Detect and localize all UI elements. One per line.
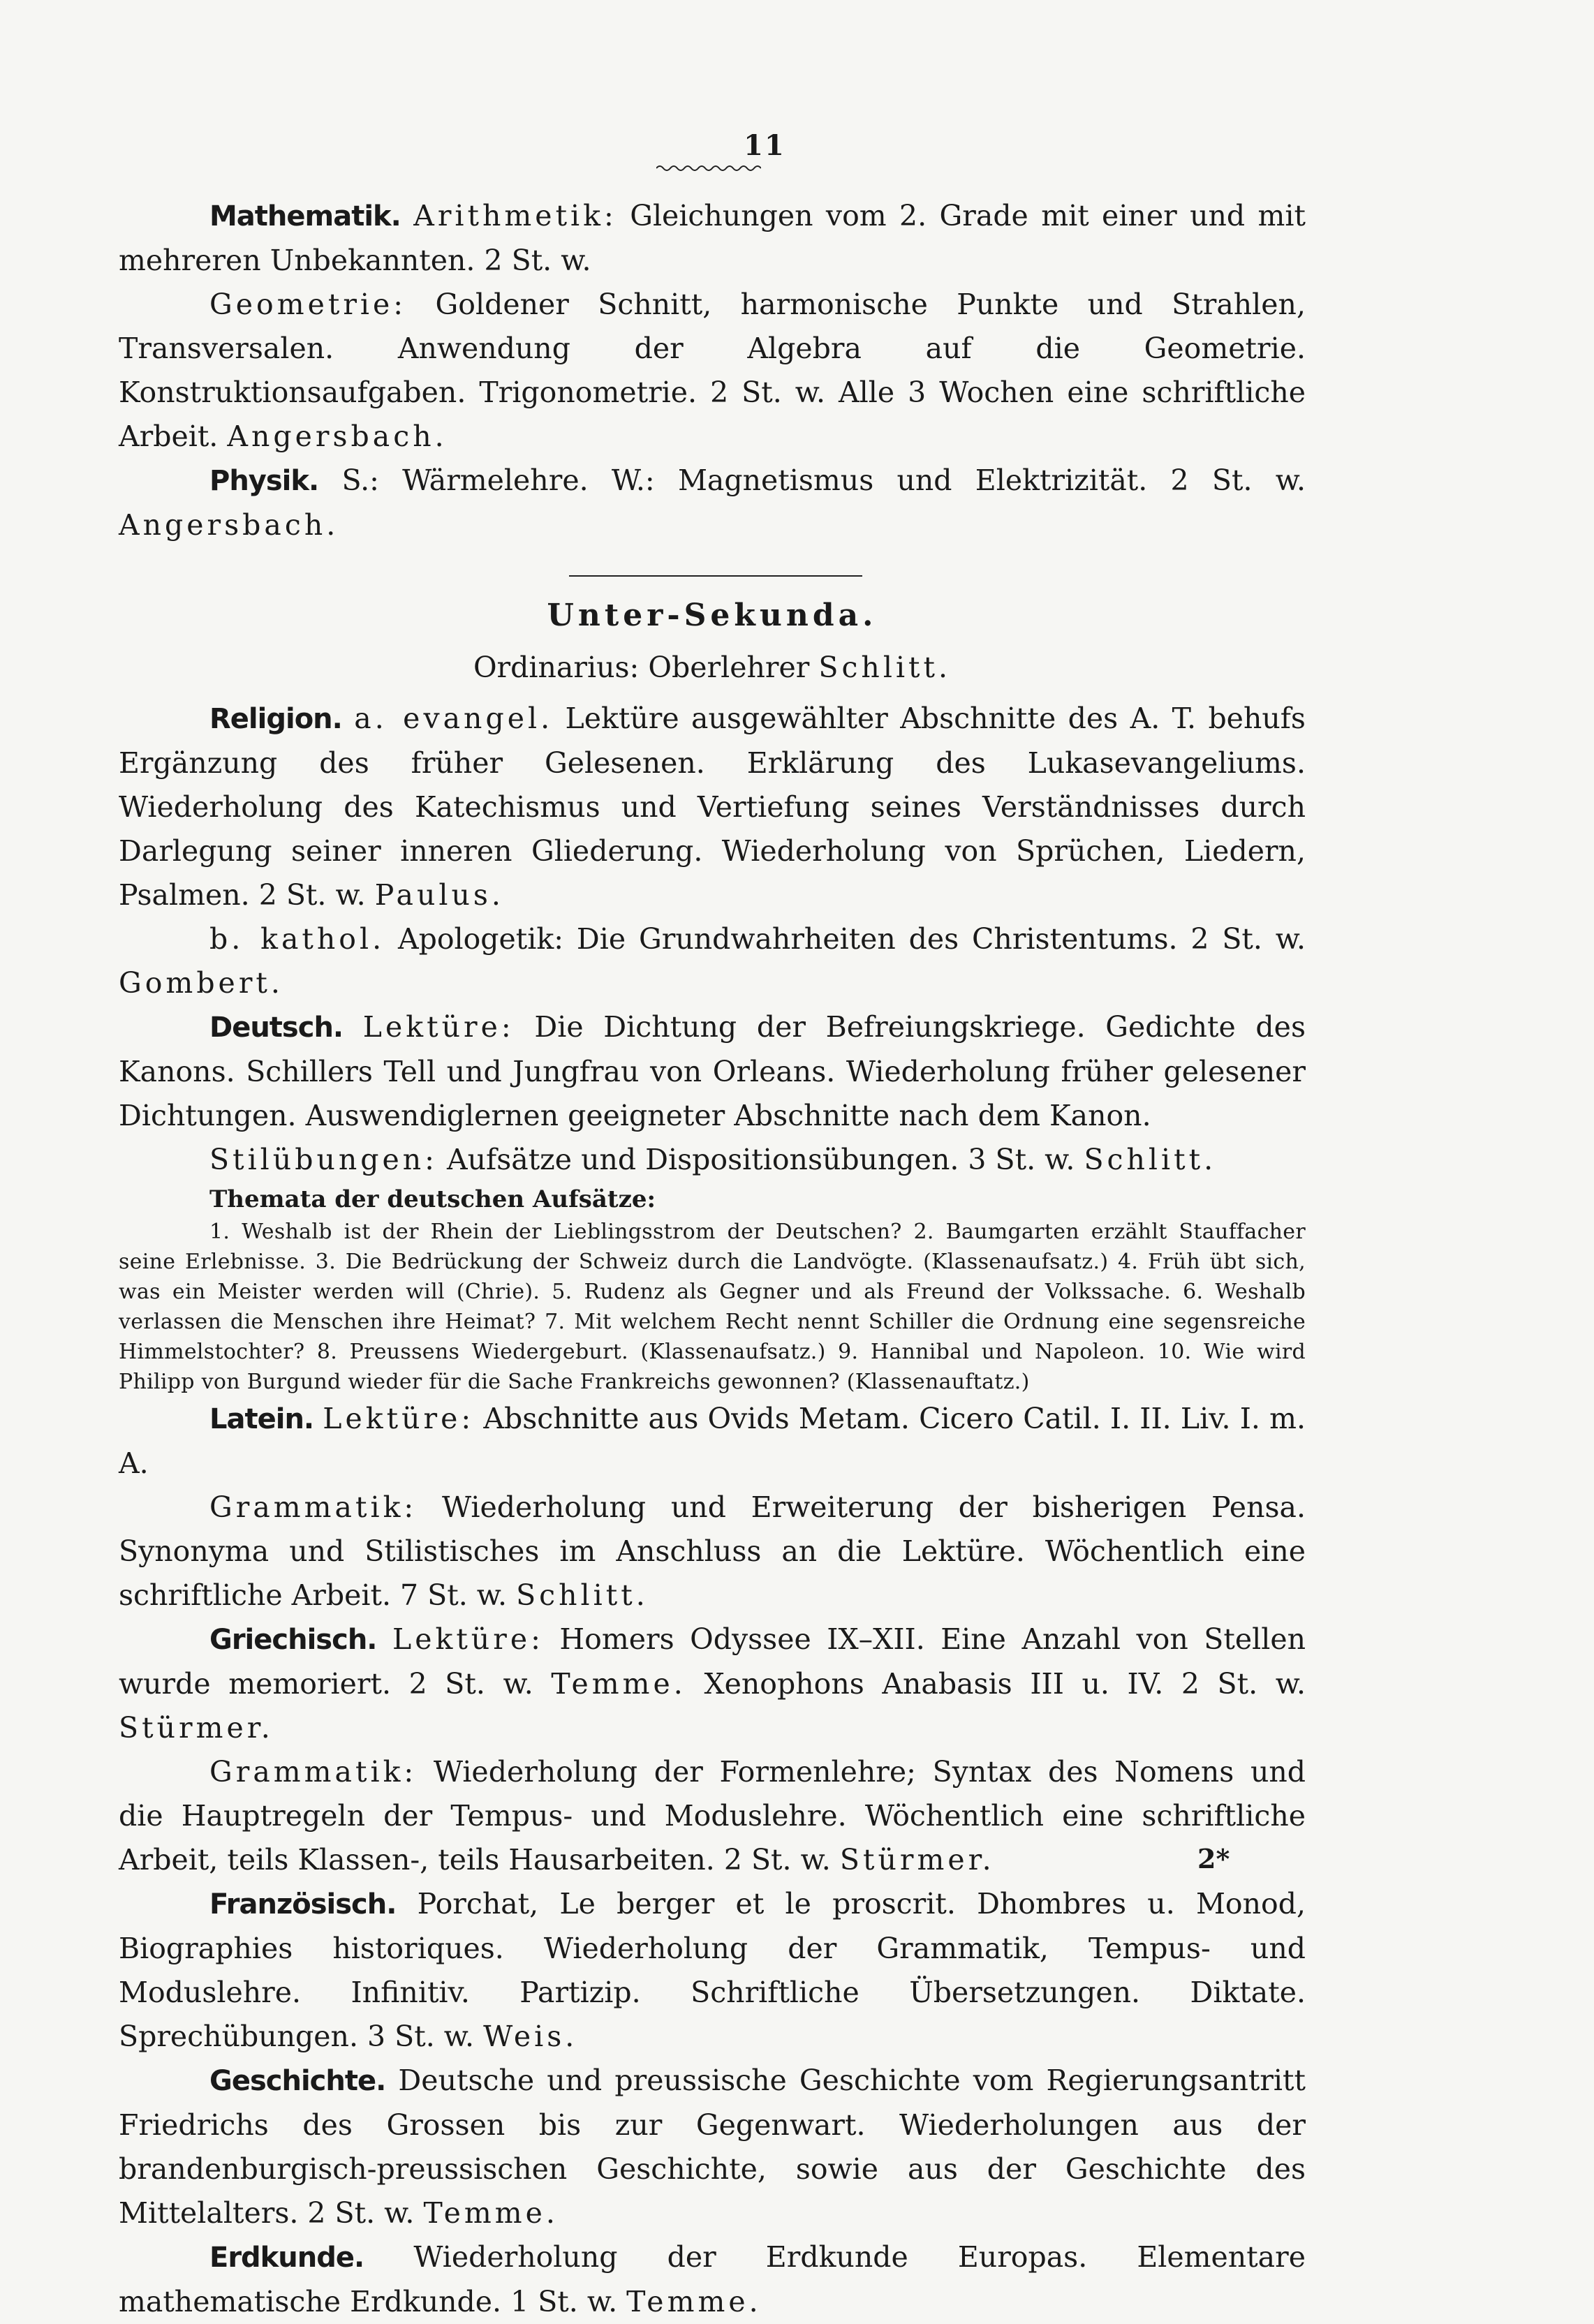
physik-text: S.: Wärmelehre. W.: Magnetismus und Elektrizität. 2 St. w.: [318, 464, 1306, 497]
subject-mathematik: Mathematik.: [209, 200, 401, 232]
teacher-name: Stürmer.: [119, 1711, 274, 1745]
teacher-name: Temme.: [551, 1667, 686, 1701]
teacher-name: Angersbach.: [227, 420, 448, 453]
latein-lekture-text: Abschnitte aus Ovids Metam. Cicero Catil. I. II. Liv. I. m. A.: [119, 1402, 1306, 1480]
teacher-name: Stürmer.: [839, 1843, 995, 1877]
latein-paragraph: [119, 1397, 1306, 1486]
teacher-name: Temme.: [423, 2196, 559, 2230]
section-title: Unter-Sekunda.: [547, 598, 878, 633]
teacher-name: Angersbach.: [119, 508, 339, 542]
subject-physik: Physik.: [209, 465, 319, 497]
teacher-name: Paulus.: [374, 878, 504, 912]
subject-franzoesisch: Französisch.: [209, 1888, 397, 1920]
geschichte-paragraph: [119, 2059, 1306, 2235]
latein-grammatik-text: Wiederholung und Erweiterung der bisherigen Pensa. Synonyma und Stilistisches im Anschluss an die Lektüre. Wöchentlich eine schriftliche Arbeit. 7 St. w.: [119, 1490, 1306, 1612]
griechisch-grammatik-text: Wiederholung der Formenlehre; Syntax des Nomens und die Hauptregeln der Tempus- und Moduslehre. Wöchentlich eine schriftliche Arbeit, teils Klassen-, teils Hausarbeiten. 2 St. w.: [119, 1755, 1306, 1877]
signature-mark: 2*: [1197, 1843, 1230, 1874]
arithmetik-heading: Arithmetik:: [413, 199, 617, 232]
deutsch-stil-paragraph: [119, 1138, 1306, 1182]
griechisch-grammatik-paragraph: [119, 1750, 1306, 1882]
subject-religion: Religion.: [209, 703, 342, 735]
page-number: 11: [744, 129, 785, 162]
arithmetik-text: Gleichungen vom 2. Grade mit einer und mit mehreren Unbekannten. 2 St. w.: [119, 199, 1306, 277]
teacher-name: Schlitt.: [516, 1578, 649, 1612]
geometrie-heading: Geometrie:: [209, 288, 407, 321]
themata-heading: Themata der deutschen Aufsätze:: [209, 1185, 656, 1213]
kathol-text: Apologetik: Die Grundwahrheiten des Christentums. 2 St. w.: [385, 922, 1306, 956]
griechisch-lekture-text-1: Homers Odyssee IX–XII. Eine Anzahl von Stellen wurde memoriert. 2 St. w.: [119, 1622, 1306, 1701]
deutsch-lekture-heading: Lektüre:: [362, 1010, 515, 1044]
decorative-squiggle: [656, 163, 761, 173]
teacher-name: Temme.: [626, 2285, 762, 2318]
deutsch-paragraph: [119, 1005, 1306, 1138]
subject-erdkunde: Erdkunde.: [209, 2242, 364, 2274]
subject-deutsch: Deutsch.: [209, 1012, 344, 1044]
mathematik-paragraph: [119, 194, 1306, 283]
document-page: [119, 129, 1306, 2324]
stiluebungen-text: Aufsätze und Dispositionsübungen. 3 St. w.: [437, 1143, 1084, 1176]
kathol-heading: b. kathol.: [209, 922, 385, 956]
deutsch-lekture-text: Die Dichtung der Befreiungskriege. Gedichte des Kanons. Schillers Tell und Jungfrau von Orleans. Wiederholung früher gelesener Dichtungen. Auswendiglernen geeigneter Abschnitte nach dem Kanon.: [119, 1010, 1306, 1132]
griechisch-paragraph: [119, 1618, 1306, 1750]
teacher-name: Schlitt.: [1084, 1143, 1217, 1176]
erdkunde-paragraph: [119, 2235, 1306, 2324]
religion-kathol-paragraph: [119, 917, 1306, 1005]
latein-grammatik-paragraph: [119, 1486, 1306, 1618]
ordinarius-line: [119, 646, 1306, 690]
physik-paragraph: [119, 459, 1306, 547]
ordinarius-name: Schlitt.: [818, 651, 952, 684]
latein-grammatik-heading: Grammatik:: [209, 1490, 418, 1524]
evangel-heading: a. evangel.: [354, 702, 554, 735]
stiluebungen-heading: Stilübungen:: [209, 1143, 438, 1176]
teacher-name: Weis.: [483, 2020, 578, 2053]
subject-griechisch: Griechisch.: [209, 1624, 377, 1656]
griechisch-grammatik-heading: Grammatik:: [209, 1755, 418, 1789]
subject-latein: Latein.: [209, 1403, 314, 1435]
griechisch-lekture-text-2: Xenophons Anabasis III u. IV. 2 St. w.: [686, 1667, 1306, 1701]
subject-geschichte: Geschichte.: [209, 2065, 386, 2097]
erdkunde-text: Wiederholung der Erdkunde Europas. Elementare mathematische Erdkunde. 1 St. w.: [119, 2240, 1306, 2318]
franzoesisch-paragraph: [119, 1882, 1306, 2059]
themata-list: 1. Weshalb ist der Rhein der Lieblingsstrom der Deutschen? 2. Baumgarten erzählt Stauffacher seine Erlebnisse. 3. Die Bedrückung der Schweiz durch die Landvögte. (Klassenaufsatz.) 4. Früh übt sich, was ein Meister werden will (Chrie). 5. Rudenz als Gegner und als Freund der Volkssache. 6. Weshalb verlassen die Menschen ihre Heimat? 7. Mit welchem Recht nennt Schiller die Ordnung eine segensreiche Himmelstochter? 8. Preussens Wiedergeburt. (Klassenaufsatz.) 9. Hannibal und Napoleon. 10. Wie wird Philipp von Burgund wieder für die Sache Frankreichs gewonnen? (Klassenauftatz.): [119, 1220, 1306, 1394]
geometrie-paragraph: [119, 283, 1306, 459]
section-divider: [569, 575, 862, 577]
griechisch-lekture-heading: Lektüre:: [392, 1622, 544, 1656]
teacher-name: Gombert.: [119, 966, 283, 1000]
latein-lekture-heading: Lektüre:: [323, 1402, 475, 1435]
geometrie-text: Goldener Schnitt, harmonische Punkte und Strahlen, Transversalen. Anwendung der Algebra auf die Geometrie. Konstruktionsaufgaben. Trigonometrie. 2 St. w. Alle 3 Wochen eine schriftliche Arbeit.: [119, 288, 1306, 453]
evangel-text: Lektüre ausgewählter Abschnitte des A. T. behufs Ergänzung des früher Gelesenen. Erklärung des Lukasevangeliums. Wiederholung des Katechismus und Vertiefung seines Verständnisses durch Darlegung seiner inneren Gliederung. Wiederholung von Sprüchen, Liedern, Psalmen. 2 St. w.: [119, 702, 1306, 912]
geschichte-text: Deutsche und preussische Geschichte vom Regierungsantritt Friedrichs des Grossen bis zur Gegenwart. Wiederholungen aus der brandenburgisch-preussischen Geschichte, sowie aus der Geschichte des Mittelalters. 2 St. w.: [119, 2064, 1306, 2230]
ordinarius-label: Ordinarius: Oberlehrer: [473, 651, 819, 684]
religion-evangel-paragraph: [119, 697, 1306, 917]
franzoesisch-text: Porchat, Le berger et le proscrit. Dhombres u. Monod, Biographies historiques. Wiederholung der Grammatik, Tempus- und Moduslehre. Infinitiv. Partizip. Schriftliche Übersetzungen. Diktate. Sprechübungen. 3 St. w.: [119, 1887, 1306, 2053]
